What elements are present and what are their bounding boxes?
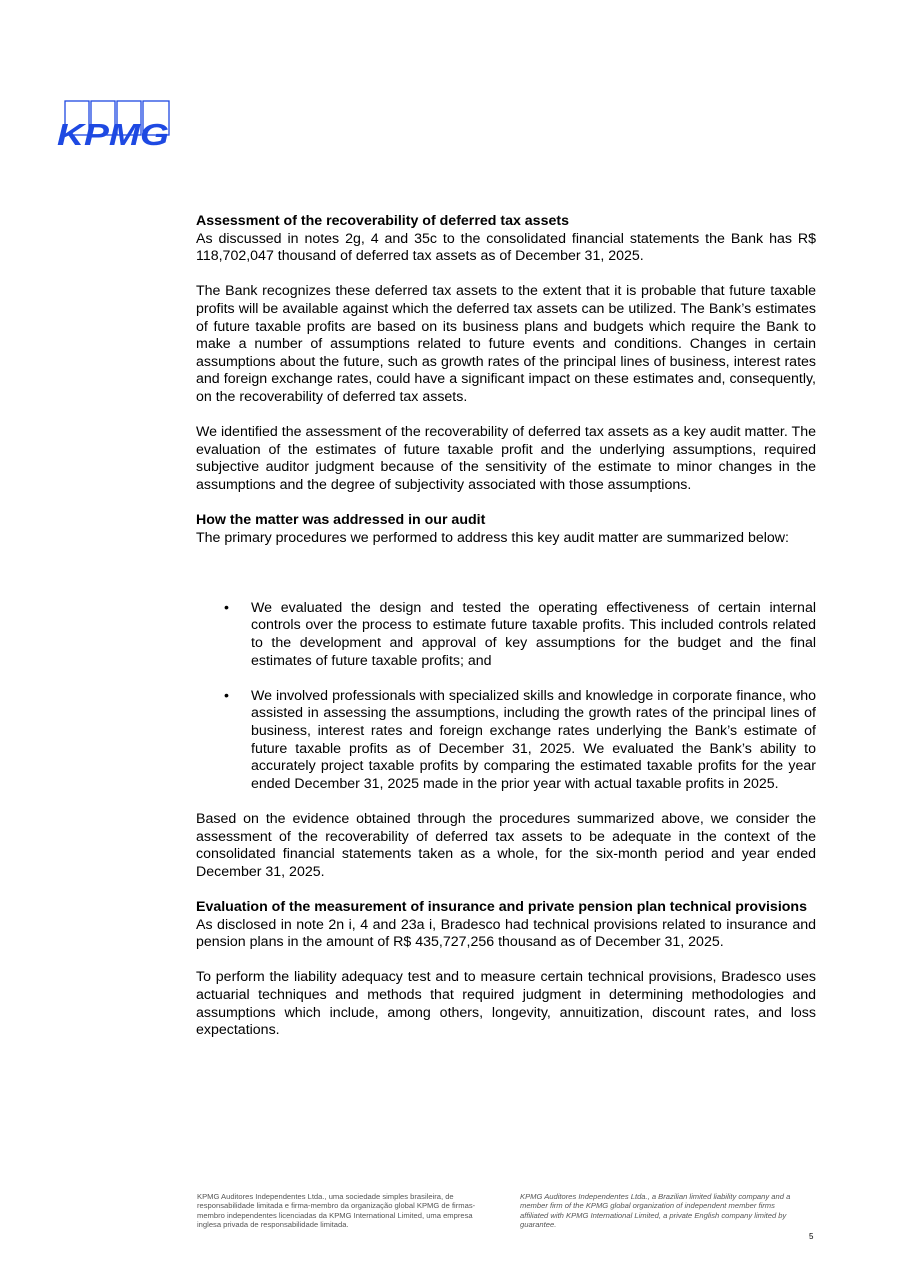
kpmg-logo-text: KPMG <box>57 117 169 148</box>
footer-legal-en: KPMG Auditores Independentes Ltda., a Brazilian limited liability company and a member firm of the KPMG global organization of independent member firms affiliated with KPMG International Limited, a private English company limited by guarantee. <box>520 1192 791 1230</box>
paragraph: The primary procedures we performed to address this key audit matter are summarized below: <box>196 529 789 546</box>
section-heading: How the matter was addressed in our audit <box>196 512 486 529</box>
procedures-list <box>196 600 816 794</box>
audit-response-section <box>196 512 816 547</box>
paragraph: As disclosed in note 2n i, 4 and 23a i, Bradesco had technical provisions related to insurance and pension plans in the amount of R$ 435,727,256 thousand as of December 31, 2025. <box>196 916 816 951</box>
bullet-icon: • <box>224 599 229 616</box>
section-heading: Evaluation of the measurement of insurance and private pension plan technical provisions <box>196 898 807 915</box>
deferred-tax-section <box>196 213 816 266</box>
paragraph: We identified the assessment of the recoverability of deferred tax assets as a key audit matter. The evaluation of the estimates of future taxable profit and the underlying assumptions, required subjective auditor judgment because of the sensitivity of the estimate to minor changes in the assumptions and the degree of subjectivity associated with those assumptions. <box>196 424 816 493</box>
paragraph: Based on the evidence obtained through the procedures summarized above, we consider the assessment of the recoverability of deferred tax assets to be adequate in the context of the consolidated financial statements taken as a whole, for the six-month period and year ended December 31, 2025. <box>196 811 816 880</box>
bullet-icon: • <box>224 687 229 704</box>
list-item <box>196 688 816 794</box>
paragraph: As discussed in notes 2g, 4 and 35c to the consolidated financial statements the Bank has R$ 118,702,047 thousand of deferred tax assets as of December 31, 2025. <box>196 230 816 265</box>
page-number: 5 <box>809 1232 814 1241</box>
paragraph: To perform the liability adequacy test and to measure certain technical provisions, Bradesco uses actuarial techniques and methods that required judgment in determining methodologies and assumptions which include, among others, longevity, annuitization, discount rates, and loss expectations. <box>196 969 816 1039</box>
section-heading: Assessment of the recoverability of deferred tax assets <box>196 213 569 229</box>
kpmg-logo <box>56 100 174 148</box>
footer-legal-pt: KPMG Auditores Independentes Ltda., uma sociedade simples brasileira, de responsabilidade limitada e firma-membro da organização global KPMG de firmas-membro independentes licenciadas da KPMG International Limited, uma empresa inglesa privada de responsabilidade limitada. <box>197 1192 476 1230</box>
list-item-text: We evaluated the design and tested the operating effectiveness of certain internal controls over the process to estimate future taxable profits. This included controls related to the development and approval of key assumptions for the budget and the final estimates of future taxable profits; and <box>251 599 816 669</box>
paragraph: The Bank recognizes these deferred tax assets to the extent that it is probable that future taxable profits will be available against which the deferred tax assets can be utilized. The Bank’s estimates of future taxable profits are based on its business plans and budgets which require the Bank to make a number of assumptions related to future events and conditions. Changes in certain assumptions about the future, such as growth rates of the principal lines of business, interest rates and foreign exchange rates, could have a significant impact on these estimates and, consequently, on the recoverability of deferred tax assets. <box>196 283 816 405</box>
list-item <box>196 600 816 670</box>
document-body <box>196 213 816 1057</box>
technical-provisions-section <box>196 899 816 952</box>
list-item-text: We involved professionals with specialized skills and knowledge in corporate finance, who assisted in assessing the assumptions, including the growth rates of the principal lines of business, interest rates and foreign exchange rates underlying the Bank’s estimate of future taxable profits as of December 31, 2025. We evaluated the Bank’s ability to accurately project taxable profits by comparing the estimated taxable profits for the year ended December 31, 2025 made in the prior year with actual taxable profits in 2025. <box>251 687 816 792</box>
